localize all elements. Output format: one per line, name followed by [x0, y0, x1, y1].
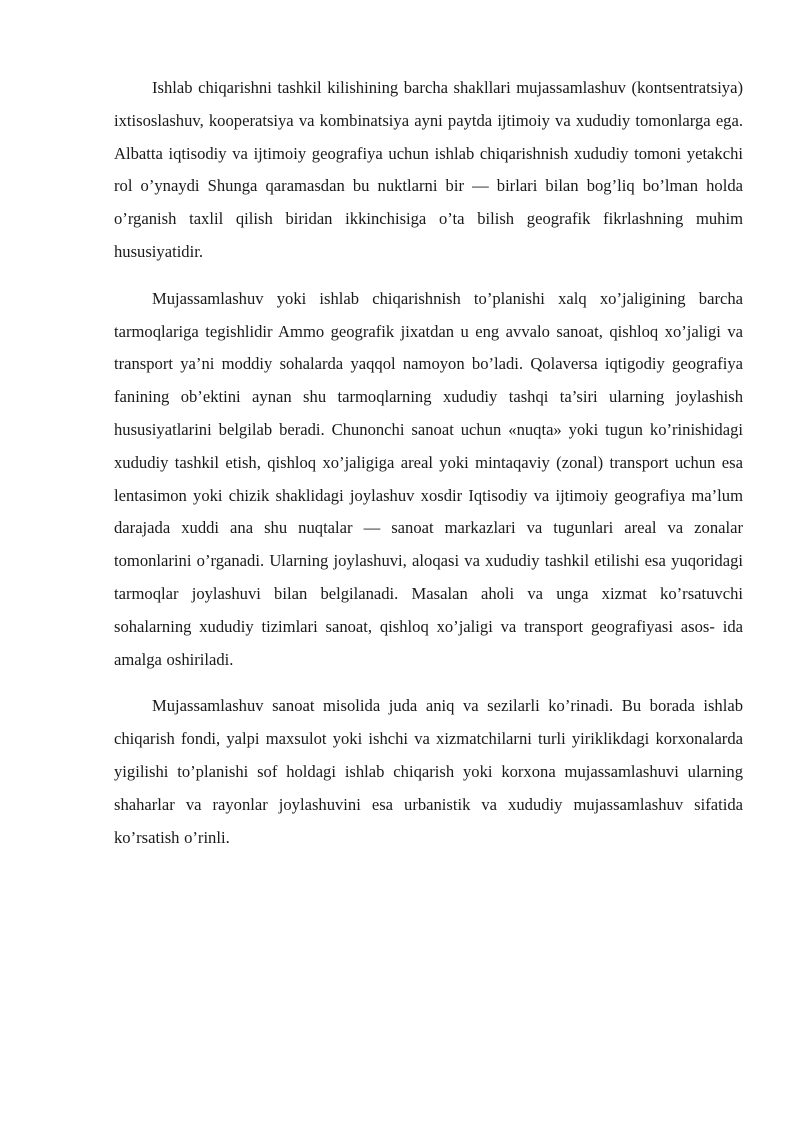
paragraph-1: Ishlab chiqarishni tashkil kilishining barcha shakllari mujassamlashuv (kontsentratsiya) ixtisoslashuv, kooperatsiya va kombinatsiya ayni paytda ijtimoiy va xududiy tomonlarga ega. Albatta iqtisodiy va ijtimoiy geografiya uchun ishlab chiqarishnish xududiy tomoni yetakchi rol o’ynaydi Shunga qaramasdan bu nuktlarni bir — birlari bilan bog’liq bo’lman holda o’rganish taxlil qilish biridan ikkinchisiga o’ta bilish geografik fikrlashning muhim hususiyatidir. [114, 78, 743, 261]
paragraph-3: Mujassamlashuv sanoat misolida juda aniq va sezilarli ko’rinadi. Bu borada ishlab chiqarish fondi, yalpi maxsulot yoki ishchi va xizmatchilarni turli yiriklikdagi korxonalarda yigilishi to’planishi sof holdagi ishlab chiqarish yoki korxona mujassamlashuvi ularning shaharlar va rayonlar joylashuvini esa urbanistik va xududiy mujassamlashuv sifatida ko’rsatish o’rinli. [114, 696, 743, 847]
paragraph-2: Mujassamlashuv yoki ishlab chiqarishnish to’planishi xalq xo’jaligining barcha tarmoqlariga tegishlidir Ammo geografik jixatdan u eng avvalo sanoat, qishloq xo’jaligi va transport ya’ni moddiy sohalarda yaqqol namoyon bo’ladi. Qolaversa iqtigodiy geografiya fanining ob’ektini aynan shu tarmoqlarning xududiy tashqi ta’siri ularning joylashish hususiyatlarini belgilab beradi. Chunonchi sanoat uchun «nuqta» yoki tugun ko’rinishidagi xududiy tashkil etish, qishloq xo’jaligiga areal yoki mintaqaviy (zonal) transport uchun esa lentasimon yoki chizik shaklidagi joylashuv xosdir Iqtisodiy va ijtimoiy geografiya ma’lum darajada xuddi ana shu nuqtalar — sanoat markazlari va tugunlari areal va zonalar tomonlarini o’rganadi. Ularning joylashuvi, aloqasi va xududiy tashkil etilishi esa yuqoridagi tarmoqlar joylashuvi bilan belgilanadi. Masalan aholi va unga xizmat ko’rsatuvchi sohalarning xududiy tizimlari sanoat, qishloq xo’jaligi va transport geografiyasi asos- ida amalga oshiriladi. [114, 288, 743, 669]
